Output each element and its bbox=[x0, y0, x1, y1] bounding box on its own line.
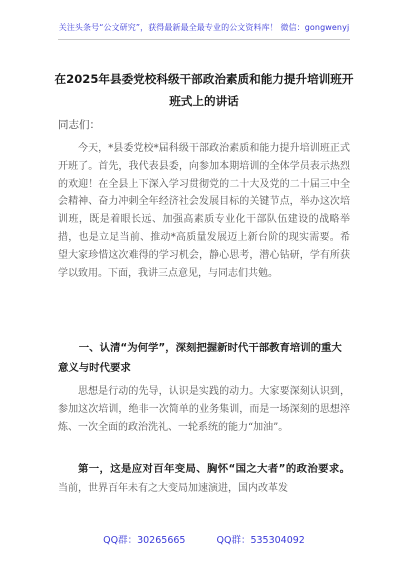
point1-paragraph bbox=[58, 460, 350, 498]
point1-text: 当前，世界百年未有之大变局加速演进，国内改革发 bbox=[58, 483, 288, 494]
section1-paragraph: 思想是行动的先导，认识是实践的动力。大家要深刻认识到，参加这次培训，绝非一次简单的业务集训，而是一场深刻的思想淬炼、一次全面的政治洗礼、一轮系统的能力“加油”。 bbox=[58, 386, 350, 433]
footer-qq-group-1: QQ群：30265665 bbox=[103, 535, 186, 546]
point1-lead: 第一，这是应对百年变局、胸怀“国之大者”的政治要求。 bbox=[78, 463, 350, 475]
header-banner: 关注头条号“公文研究”，获得最新最全最专业的公文资料库！ 微信：gongwenyj bbox=[58, 23, 350, 32]
footer-qq-group-2: QQ群：535304092 bbox=[216, 535, 305, 546]
section-heading-1: 一、认清“为何学”，深刻把握新时代干部教育培训的重大意义与时代要求 bbox=[58, 342, 342, 374]
footer-contacts bbox=[0, 532, 408, 546]
document-title: 在2025年县委党校科级干部政治素质和能力提升培训班开班式上的讲话 bbox=[54, 72, 354, 108]
salutation: 同志们： bbox=[58, 119, 100, 131]
header-divider bbox=[58, 39, 350, 40]
intro-paragraph: 今天，*县委党校*届科级干部政治素质和能力提升培训班正式开班了。首先，我代表县委，向参加本期培训的全体学员表示热烈的欢迎！在全县上下深入学习贯彻党的二十大及党的二十届三中全会精神、奋力冲刺全年经济社会发展目标的关键节点，举办这次培训班，既是着眼长远、加强高素质专业化干部队伍建设的战略举措，也是立足当前、推动*高质量发展迈上新台阶的现实需要。希望大家珍惜这次难得的学习机会，静心思考，潜心钻研，学有所获学以致用。下面，我讲三点意见，与同志们共勉。 bbox=[58, 143, 350, 279]
